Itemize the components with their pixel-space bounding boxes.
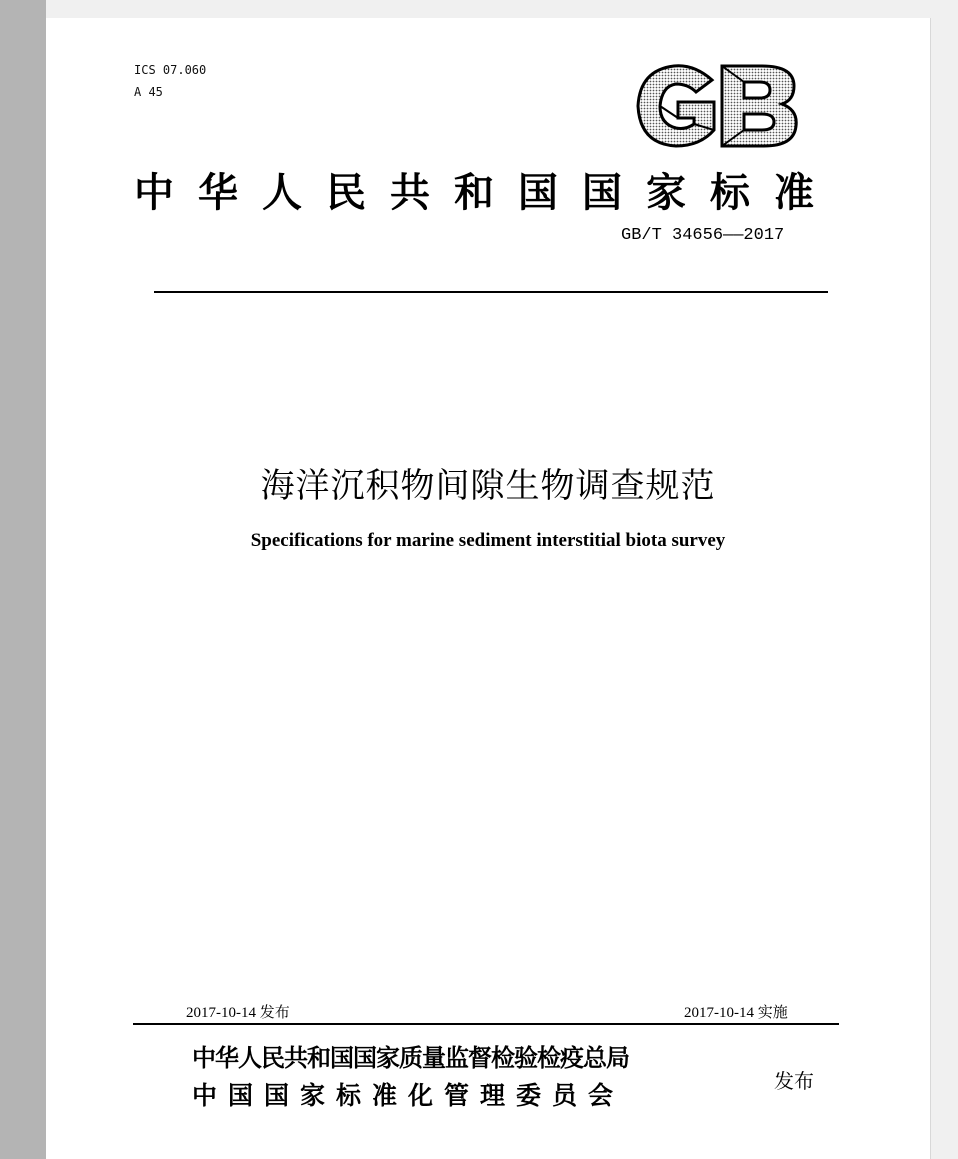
issue-date: 2017-10-14 发布 xyxy=(186,1005,290,1021)
implement-date: 2017-10-14 实施 xyxy=(684,1005,788,1021)
title-english: Specifications for marine sediment interstitial biota survey xyxy=(250,530,726,551)
ics-code: ICS 07.060 xyxy=(134,63,207,77)
title-chinese: 海洋沉积物间隙生物调查规范 xyxy=(260,466,716,506)
ccs-code: A 45 xyxy=(134,85,163,99)
footer-divider xyxy=(133,1023,839,1025)
issuer-sac: 中国国家标准化管理委员会 xyxy=(192,1081,625,1110)
document-page xyxy=(46,18,930,1159)
gb-logo xyxy=(634,62,800,150)
viewer-top-bar xyxy=(46,0,958,18)
viewer-right-gutter xyxy=(930,18,958,1159)
viewer-left-panel xyxy=(0,0,46,1159)
header-divider xyxy=(154,291,828,293)
issuer-aqsiq: 中华人民共和国国家质量监督检验检疫总局 xyxy=(192,1043,629,1072)
standard-number: GB/T 34656——2017 xyxy=(621,226,785,245)
publish-label: 发布 xyxy=(774,1069,814,1093)
national-standard-heading: 中华人民共和国国家标准 xyxy=(134,169,838,216)
